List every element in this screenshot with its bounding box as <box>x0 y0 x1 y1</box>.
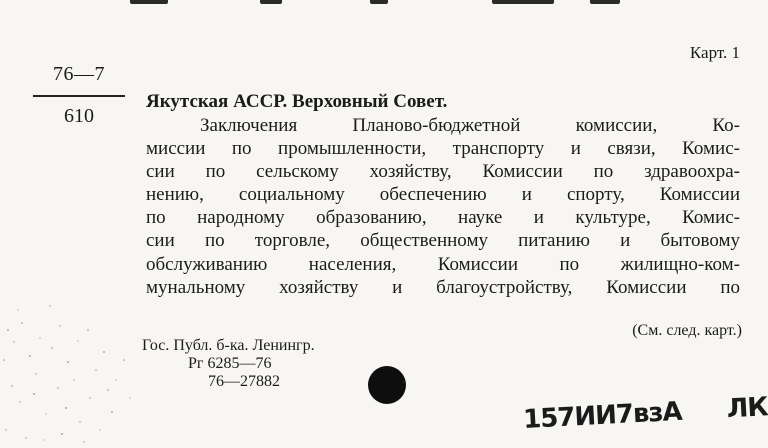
call-number-bottom: 610 <box>64 104 94 127</box>
card-heading: Якутская АССР. Верховный Совет. <box>146 91 448 112</box>
see-next-card-note: (См. след. карт.) <box>632 322 742 339</box>
body-line: миссии по промышленности, транспорту и связи, Комис- <box>146 138 740 160</box>
accession-number: 76—27882 <box>208 373 280 390</box>
card-body-text <box>146 114 740 299</box>
body-line: сии по сельскому хозяйству, Комиссии по здравоохра- <box>146 161 740 183</box>
handwritten-code: 157ИИ7взА <box>522 396 683 435</box>
body-line: обслуживанию населения, Комиссии по жилищно-ком- <box>146 253 740 275</box>
body-line: нению, социальному обеспечению и спорту, Комиссии <box>146 184 740 206</box>
handwritten-notation <box>522 392 768 435</box>
paper-speckle-texture <box>0 290 140 448</box>
call-number <box>33 63 125 127</box>
order-number: Рг 6285—76 <box>188 355 272 372</box>
library-imprint <box>142 337 315 391</box>
body-line: Заключения Планово-бюджетной комиссии, Ко- <box>200 115 740 136</box>
body-line: сии по торговле, общественному питанию и бытовому <box>146 230 740 252</box>
call-number-top: 76—7 <box>53 63 105 85</box>
ink-blot-stamp <box>364 362 410 408</box>
body-line: по народному образованию, науке и культуре, Комис- <box>146 207 740 229</box>
library-name: Гос. Публ. б-ка. Ленингр. <box>142 337 315 354</box>
card-number: Карт. 1 <box>689 43 740 62</box>
body-line: мунальному хозяйству и благоустройству, Комиссии по <box>146 276 740 298</box>
top-edge-residue <box>120 0 640 5</box>
call-number-rule <box>33 95 125 97</box>
handwritten-initials: ЛК <box>725 392 768 425</box>
